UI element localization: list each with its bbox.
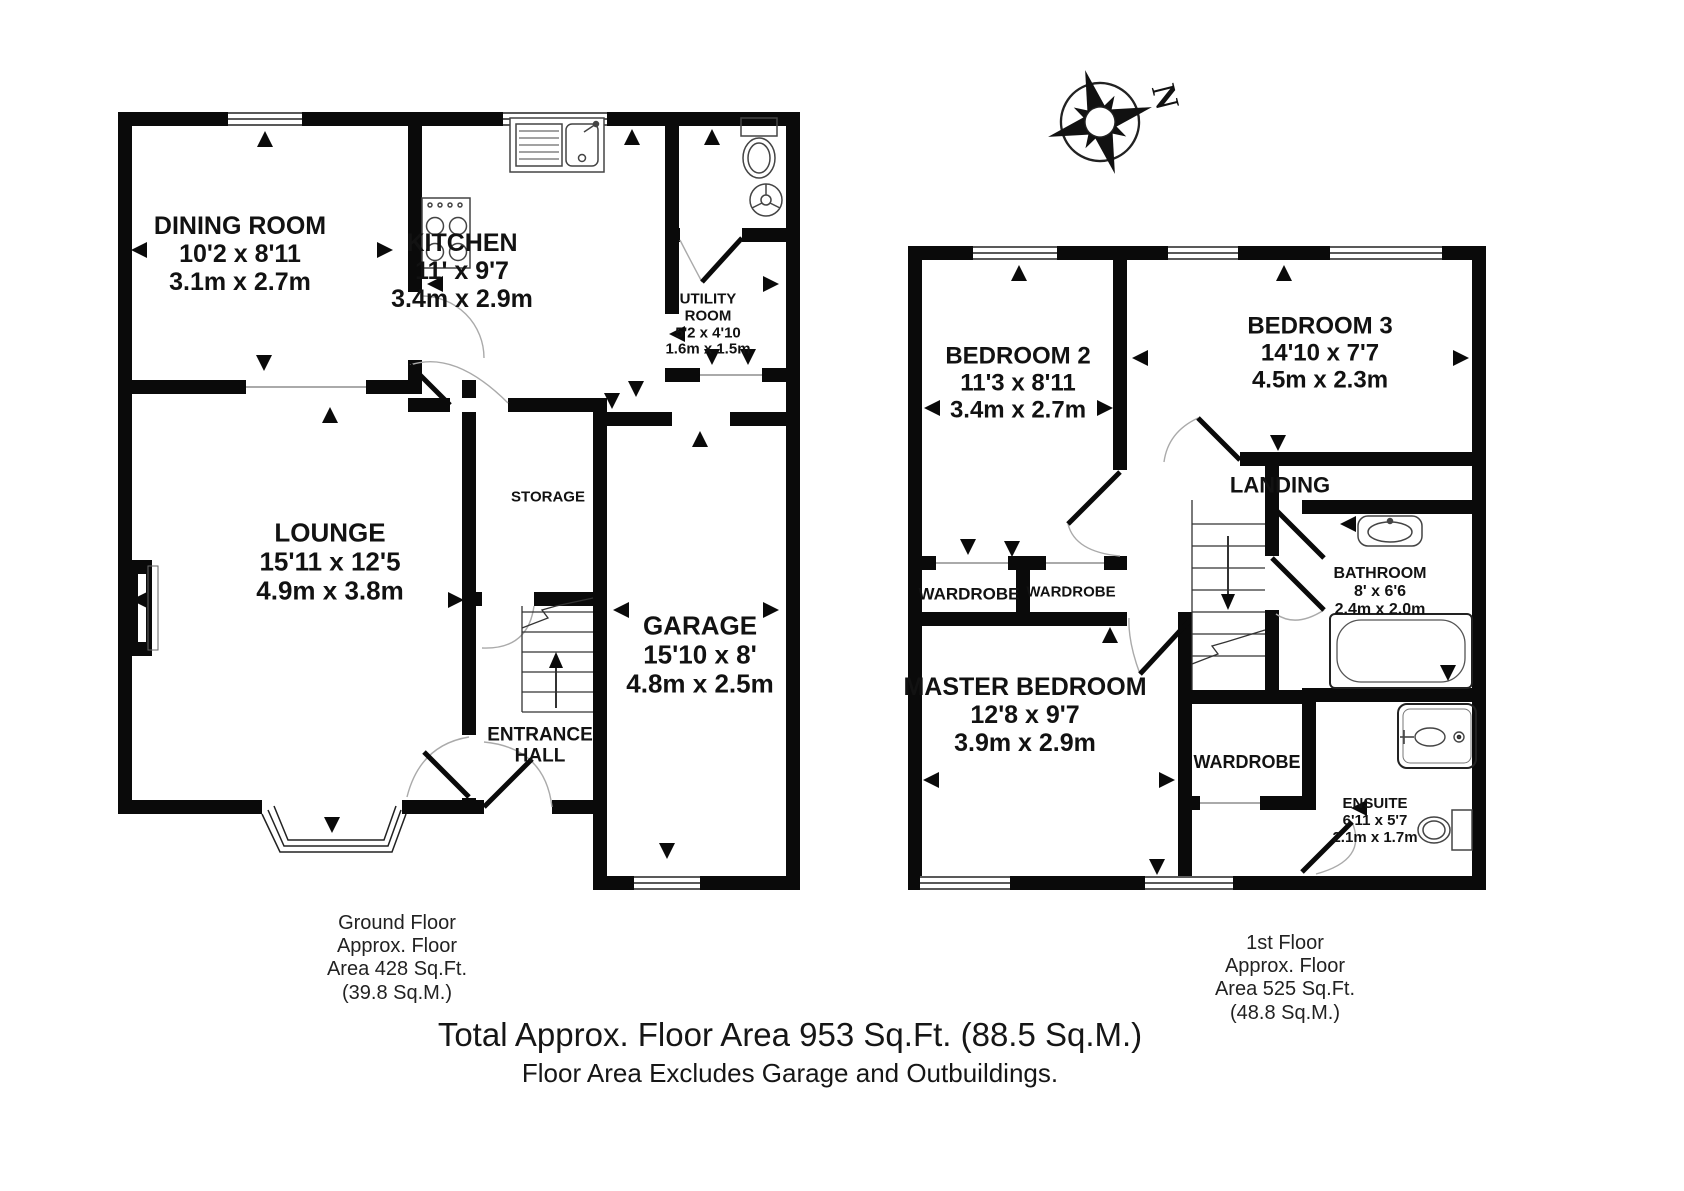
room-dims-metric: 3.1m x 2.7m bbox=[169, 268, 311, 296]
room-label-wardrobe-3 bbox=[1194, 752, 1301, 772]
room-name: STORAGE bbox=[511, 488, 585, 506]
compass-north-label: N bbox=[1143, 80, 1186, 114]
room-dims-imperial: 10'2 x 8'11 bbox=[179, 240, 301, 268]
room-label-bedroom3 bbox=[1247, 314, 1392, 395]
shower-icon bbox=[1398, 704, 1476, 768]
total-area-title: Total Approx. Floor Area 953 Sq.Ft. (88.5 Sq.M.) bbox=[437, 1016, 1143, 1053]
room-name: BEDROOM 2 bbox=[945, 342, 1091, 370]
room-label-utility bbox=[658, 291, 758, 358]
room-label-bedroom2 bbox=[945, 344, 1090, 425]
first-floor-footer-line: (48.8 Sq.M.) bbox=[1229, 1001, 1341, 1024]
room-label-lounge bbox=[256, 518, 403, 605]
room-label-dining bbox=[154, 212, 326, 296]
ground-floor-footer-line: Approx. Floor bbox=[336, 935, 458, 958]
wc-toilet-icon bbox=[741, 118, 777, 178]
room-name: KITCHEN bbox=[406, 229, 518, 257]
first-floor-footer-line: 1st Floor bbox=[1246, 932, 1324, 954]
room-dims-imperial: 15'11 x 12'5 bbox=[259, 546, 401, 577]
room-dims-metric: 3.9m x 2.9m bbox=[954, 729, 1096, 757]
room-dims-metric: 4.5m x 2.3m bbox=[1251, 366, 1389, 394]
ground-floor-area-note bbox=[327, 912, 467, 1005]
room-name: MASTER BEDROOM bbox=[903, 673, 1147, 701]
area-disclaimer: Floor Area Excludes Garage and Outbuildings. bbox=[521, 1058, 1059, 1088]
room-dims-imperial: 12'8 x 9'7 bbox=[970, 701, 1080, 729]
room-name: LOUNGE bbox=[274, 517, 386, 548]
ground-floor-footer-line: Area 428 Sq.Ft. bbox=[326, 958, 468, 981]
stairs-down-arrow bbox=[1221, 594, 1235, 610]
room-dims-imperial: 11'3 x 8'11 bbox=[960, 369, 1076, 397]
room-name: UTILITY ROOM bbox=[679, 290, 737, 325]
room-dims-imperial: 15'10 x 8' bbox=[643, 639, 757, 670]
room-name: ENTRANCE HALL bbox=[487, 724, 593, 767]
room-label-landing bbox=[1230, 474, 1330, 499]
room-dims-imperial: 14'10 x 7'7 bbox=[1260, 339, 1380, 367]
room-label-garage bbox=[626, 611, 773, 698]
kitchen-sink-icon bbox=[510, 118, 604, 172]
bathtub-icon bbox=[1330, 614, 1472, 688]
room-name: LANDING bbox=[1229, 472, 1331, 498]
room-name: WARDROBE bbox=[1026, 583, 1116, 601]
room-dims-imperial: 11' x 9'7 bbox=[415, 257, 509, 285]
room-dims-imperial: 6'11 x 5'7 bbox=[1342, 811, 1408, 829]
first-floor-footer-line: Area 525 Sq.Ft. bbox=[1214, 978, 1356, 1001]
room-label-entrance-hall bbox=[470, 725, 610, 768]
room-dims-metric: 4.8m x 2.5m bbox=[626, 668, 774, 699]
room-name: BATHROOM bbox=[1333, 565, 1427, 583]
room-name: BEDROOM 3 bbox=[1247, 312, 1393, 340]
compass-rose bbox=[1033, 55, 1167, 189]
first-floor-footer-line: Approx. Floor bbox=[1224, 955, 1346, 978]
first-floor-area-note bbox=[1215, 932, 1355, 1025]
room-dims-imperial: 8' x 6'6 bbox=[1353, 583, 1407, 601]
room-dims-metric: 2.1m x 1.7m bbox=[1332, 828, 1418, 846]
room-label-master-bedroom bbox=[903, 673, 1146, 757]
room-dims-metric: 3.4m x 2.7m bbox=[949, 396, 1087, 424]
room-name: WARDROBE bbox=[918, 584, 1020, 604]
room-name: WARDROBE bbox=[1193, 751, 1301, 772]
stairs-up-arrow bbox=[549, 652, 563, 668]
ground-floor-footer-line: (39.8 Sq.M.) bbox=[341, 981, 453, 1004]
room-name: DINING ROOM bbox=[153, 212, 327, 240]
room-dims-metric: 4.9m x 3.8m bbox=[256, 575, 404, 606]
bathroom-sink-icon bbox=[1358, 516, 1422, 546]
room-label-wardrobe-2 bbox=[1026, 585, 1115, 602]
room-label-kitchen bbox=[391, 229, 533, 313]
wc-basin-icon bbox=[750, 184, 782, 216]
room-name: GARAGE bbox=[642, 610, 758, 641]
room-dims-metric: 2.4m x 2.0m bbox=[1334, 600, 1426, 618]
fireplace bbox=[132, 560, 158, 656]
room-dims-metric: 1.6m x 1.5m bbox=[665, 340, 751, 358]
room-label-wardrobe-1 bbox=[918, 584, 1019, 603]
ground-floor-footer-line: Ground Floor bbox=[338, 912, 456, 934]
room-label-storage bbox=[511, 490, 585, 507]
room-dims-metric: 3.4m x 2.9m bbox=[391, 285, 533, 313]
room-name: ENSUITE bbox=[1342, 794, 1408, 812]
room-label-bathroom bbox=[1333, 565, 1426, 619]
room-dims-imperial: 5'2 x 4'10 bbox=[675, 324, 741, 341]
room-label-ensuite bbox=[1332, 796, 1417, 846]
ensuite-toilet-icon bbox=[1418, 810, 1472, 850]
